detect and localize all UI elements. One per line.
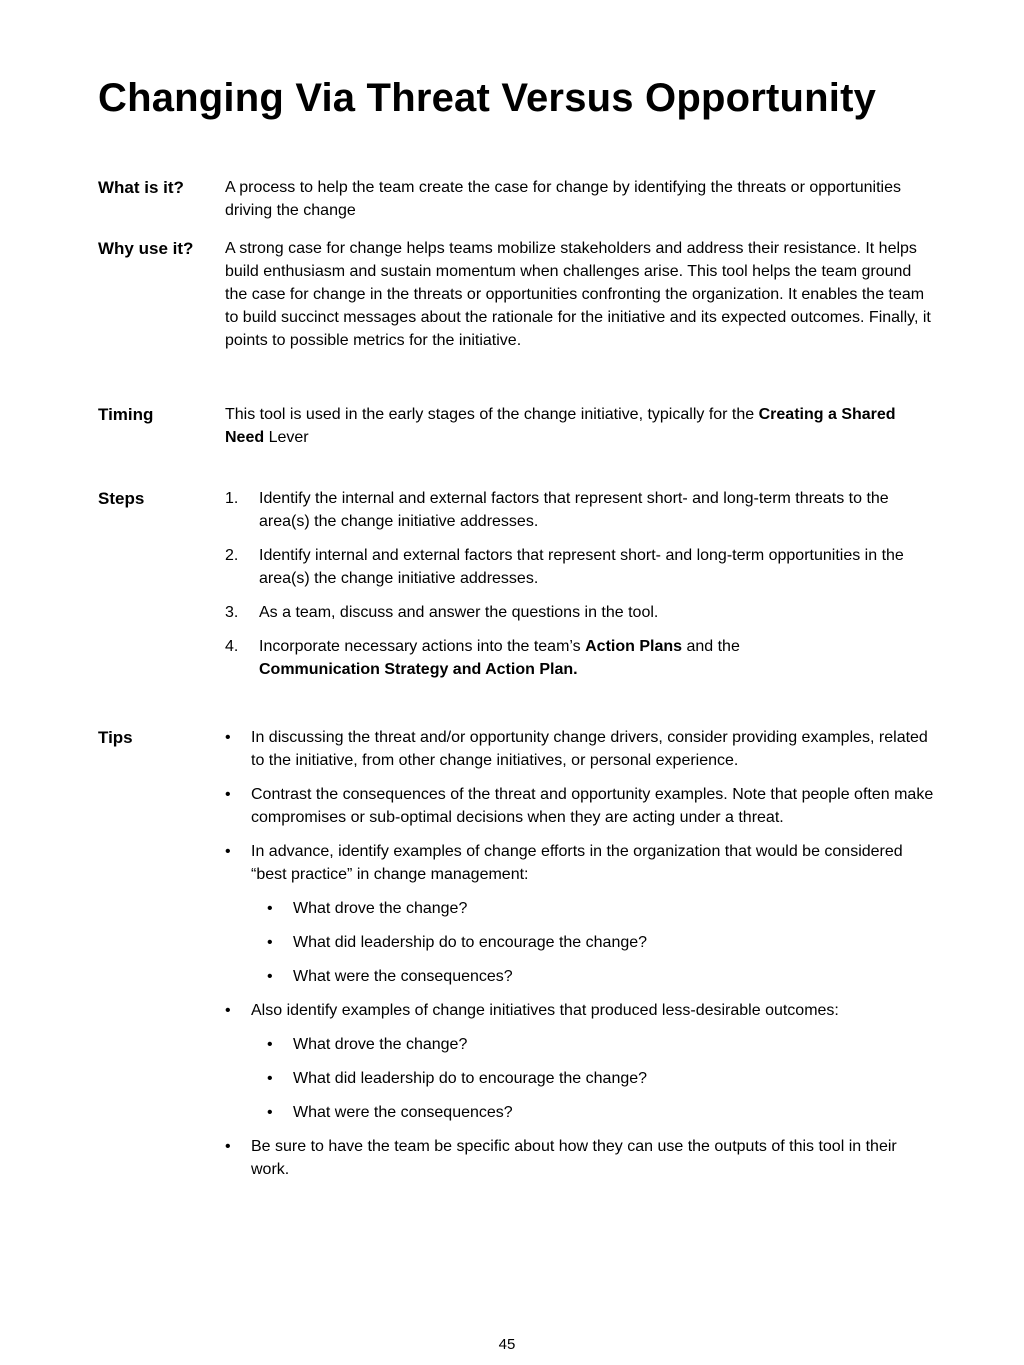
sub-tip-item xyxy=(225,965,937,988)
tip-text: In advance, identify examples of change efforts in the organization that would be considered “best practice” in change management: xyxy=(251,843,903,883)
step-number: 2. xyxy=(225,547,239,564)
step-text-before: Incorporate necessary actions into the team’s xyxy=(259,638,586,655)
tip-item xyxy=(225,999,937,1022)
bullet-icon: • xyxy=(267,1070,273,1087)
timing-text-before: This tool is used in the early stages of the change initiative, typically for the xyxy=(225,406,759,423)
step-item xyxy=(225,487,937,533)
step-number: 4. xyxy=(225,638,239,655)
bullet-icon: • xyxy=(225,729,231,746)
sub-tip-text: What did leadership do to encourage the change? xyxy=(293,1070,648,1087)
tips-list-final xyxy=(225,1135,937,1181)
why-use-it-label: Why use it? xyxy=(98,239,194,258)
sub-tip-item xyxy=(225,1067,937,1090)
tips-list xyxy=(225,726,937,886)
sub-tip-item xyxy=(225,1101,937,1124)
sub-tip-item xyxy=(225,897,937,920)
tip-item xyxy=(225,840,937,886)
tip-item xyxy=(225,726,937,772)
steps-label: Steps xyxy=(98,489,145,508)
bullet-icon: • xyxy=(225,843,231,860)
tip-text: In discussing the threat and/or opportunity change drivers, consider providing examples, related to the initiative, from other change initiatives, or personal experience. xyxy=(251,729,928,769)
sub-tip-item xyxy=(225,931,937,954)
step-item xyxy=(225,601,937,624)
sub-tip-text: What were the consequences? xyxy=(293,1104,513,1121)
bullet-icon: • xyxy=(225,1002,231,1019)
less-desirable-questions xyxy=(225,1033,937,1124)
step-item xyxy=(225,544,937,590)
timing-lever-name: Creating a Shared Need xyxy=(225,406,896,446)
timing-text-after: Lever xyxy=(264,429,309,446)
step-communication-strategy: Communication Strategy and Action Plan. xyxy=(259,661,578,678)
tip-text: Also identify examples of change initiatives that produced less-desirable outcomes: xyxy=(251,1002,839,1019)
step-item xyxy=(225,635,937,681)
sub-tip-text: What drove the change? xyxy=(293,1036,468,1053)
step-number: 3. xyxy=(225,604,239,621)
timing-label: Timing xyxy=(98,405,154,424)
bullet-icon: • xyxy=(267,934,273,951)
step-text: Identify the internal and external factors that represent short- and long-term threats to the area(s) the change initiative addresses. xyxy=(259,490,889,530)
tip-text: Be sure to have the team be specific about how they can use the outputs of this tool in their work. xyxy=(251,1138,897,1178)
timing-text xyxy=(225,403,937,449)
tip-item xyxy=(225,1135,937,1181)
sub-tip-text: What were the consequences? xyxy=(293,968,513,985)
step-text: Identify internal and external factors that represent short- and long-term opportunities in the area(s) the change initiative addresses. xyxy=(259,547,904,587)
tip-text: Contrast the consequences of the threat and opportunity examples. Note that people often make compromises or sub-optimal decisions when they are acting under a threat. xyxy=(251,786,934,826)
why-use-it-text: A strong case for change helps teams mobilize stakeholders and address their resistance. It helps build enthusiasm and sustain momentum when challenges arise. This tool helps the team ground the case for change in the threats or opportunities confronting the organization. It enables the team to build succinct messages about the rationale for the initiative and its expected outcomes. Finally, it points to possible metrics for the initiative. xyxy=(225,240,931,349)
step-number: 1. xyxy=(225,490,239,507)
bullet-icon: • xyxy=(225,786,231,803)
step-action-plans: Action Plans xyxy=(585,638,683,655)
tips-list-continued xyxy=(225,999,937,1022)
bullet-icon: • xyxy=(267,968,273,985)
page-number: 45 xyxy=(498,1336,516,1353)
what-is-it-label: What is it? xyxy=(98,178,184,197)
what-is-it-text: A process to help the team create the case for change by identifying the threats or opportunities driving the change xyxy=(225,179,901,219)
sub-tip-text: What did leadership do to encourage the change? xyxy=(293,934,648,951)
step-text-mid: and the xyxy=(682,638,740,655)
tip-item xyxy=(225,783,937,829)
sub-tip-item xyxy=(225,1033,937,1056)
tips-label: Tips xyxy=(98,728,133,747)
steps-list xyxy=(225,487,937,681)
page-title: Changing Via Threat Versus Opportunity xyxy=(98,76,877,120)
bullet-icon: • xyxy=(267,1104,273,1121)
bullet-icon: • xyxy=(267,1036,273,1053)
step-text: As a team, discuss and answer the questions in the tool. xyxy=(259,604,659,621)
sub-tip-text: What drove the change? xyxy=(293,900,468,917)
bullet-icon: • xyxy=(267,900,273,917)
bullet-icon: • xyxy=(225,1138,231,1155)
best-practice-questions xyxy=(225,897,937,988)
